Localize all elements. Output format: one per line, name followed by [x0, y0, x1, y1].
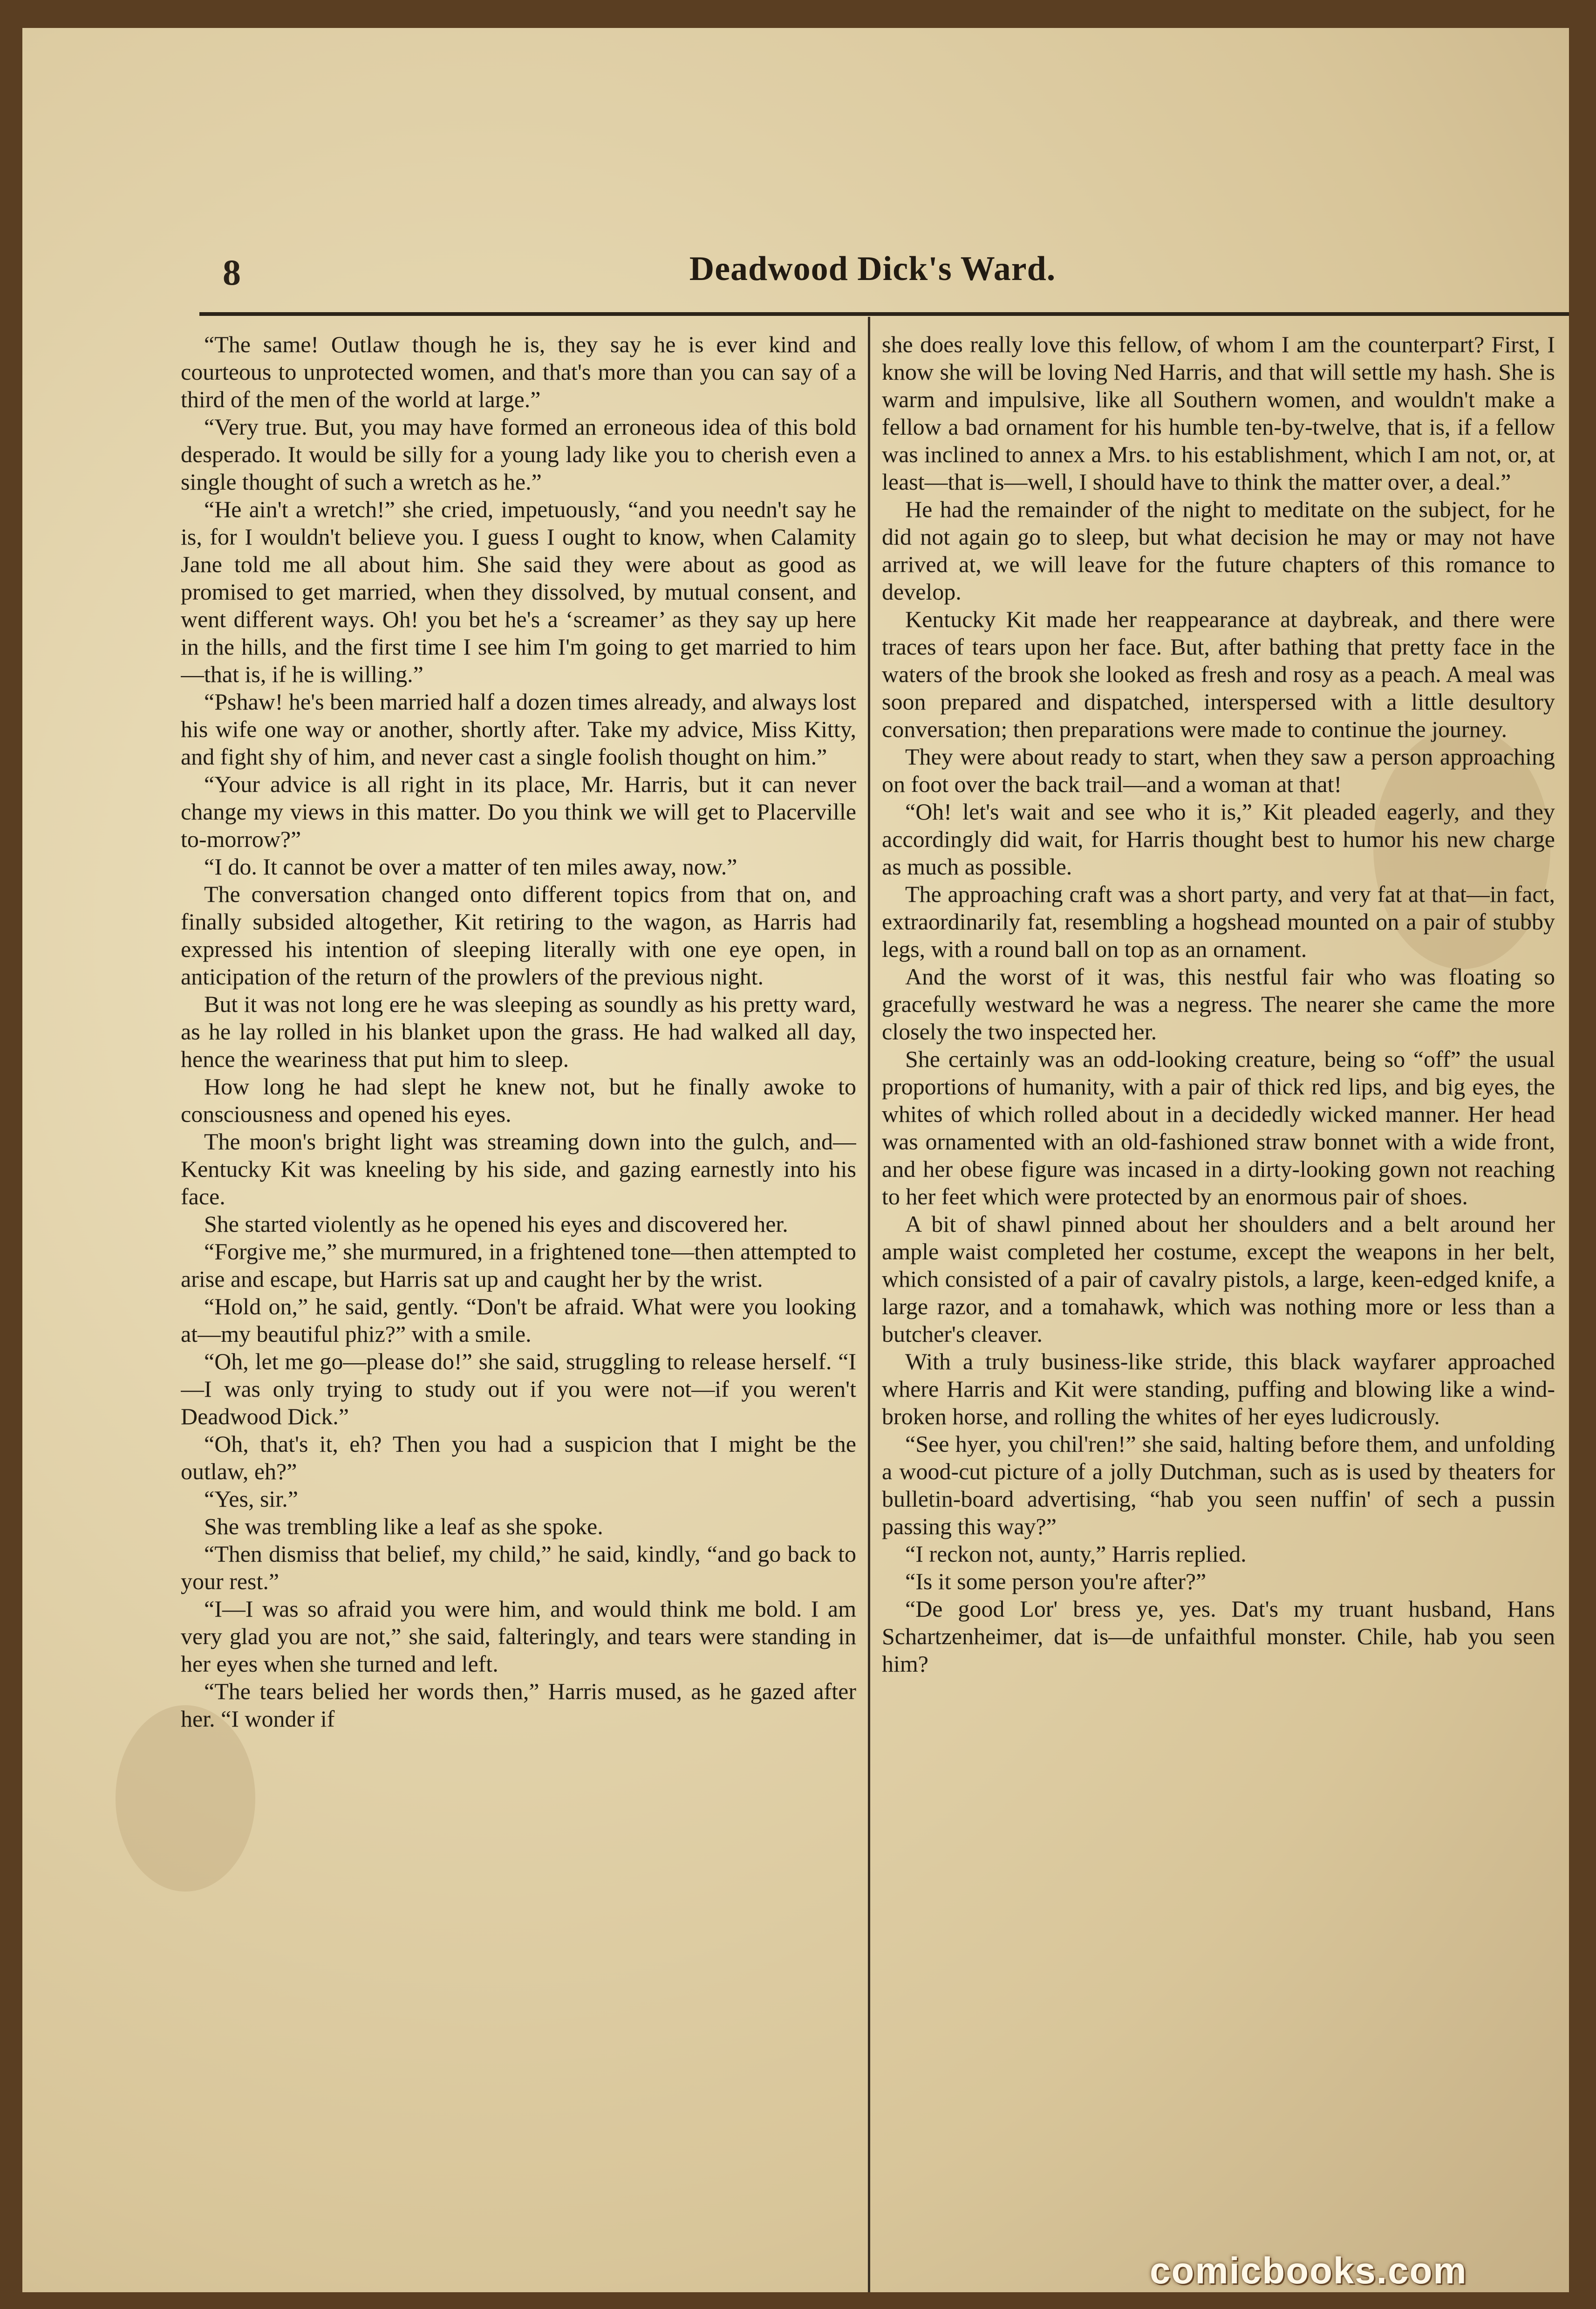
paragraph: “Your advice is all right in its place, Mr. Harris, but it can never change my views in this matter. Do you think we will get to Placerville to-morrow?” — [181, 771, 856, 852]
paragraph: “Pshaw! he's been married half a dozen times already, and always lost his wife one way or another, shortly after. Take my advice, Miss Kitty, and fight shy of him, and never cast a single foolish thought on him.” — [181, 689, 856, 770]
paragraph: She started violently as he opened his eyes and discovered her. — [204, 1211, 788, 1237]
paragraph: “Very true. But, you may have formed an erroneous idea of this bold desperado. It would be silly for a young lady like you to cherish even a single thought of such a wretch as he.” — [181, 414, 856, 495]
paragraph: The conversation changed onto different topics from that on, and finally subsided altogether, Kit retiring to the wagon, as Harris had expressed his intention of sleeping literally with one eye open, in anticipation of the return of the prowlers of the previous night. — [181, 881, 856, 990]
paragraph: “I—I was so afraid you were him, and would think me bold. I am very glad you are not,” she said, falteringly, and tears were standing in her eyes when she turned and left. — [181, 1596, 856, 1677]
paragraph: They were about ready to start, when they saw a person approaching on foot over the back trail—and a woman at that! — [882, 744, 1555, 797]
paragraph: “Oh, that's it, eh? Then you had a suspicion that I might be the outlaw, eh?” — [181, 1431, 856, 1484]
page-number: 8 — [223, 252, 241, 293]
paragraph: “Forgive me,” she murmured, in a frightened tone—then attempted to arise and escape, but Harris sat up and caught her by the wrist. — [181, 1238, 856, 1292]
paragraph: “De good Lor' bress ye, yes. Dat's my truant husband, Hans Schartzenheimer, dat is—de unfaithful monster. Chile, hab you seen him? — [882, 1596, 1555, 1677]
paragraph: She was trembling like a leaf as she spoke. — [204, 1513, 603, 1539]
paragraph: “Oh, let me go—please do!” she said, struggling to release herself. “I—I was only trying to study out if you were not—if you weren't Deadwood Dick.” — [181, 1348, 856, 1429]
left-column — [181, 331, 856, 2288]
paragraph: He had the remainder of the night to meditate on the subject, for he did not again go to sleep, but what decision he may or may not have arrived at, we will leave for the future chapters of this romance to develop. — [882, 496, 1555, 605]
paragraph: “Is it some person you're after?” — [905, 1568, 1207, 1594]
paragraph: “Oh! let's wait and see who it is,” Kit pleaded eagerly, and they accordingly did wait, for Harris thought best to humor his new charge as much as possible. — [882, 799, 1555, 880]
column-divider — [868, 317, 870, 2292]
paragraph: The approaching craft was a short party, and very fat at that—in fact, extraordinarily fat, resembling a hogshead mounted on a pair of stubby legs, with a round ball on top as an ornament. — [882, 881, 1555, 962]
paragraph: she does really love this fellow, of whom I am the counterpart? First, I know she will be loving Ned Harris, and that will settle my hash. She is warm and impulsive, like all Southern women, and wouldn't make a fellow a bad ornament for his humble ten-by-twelve, that is, if a fellow was inclined to annex a Mrs. to his establishment, which I am not, or, at least—that is—well, I should have to think the matter over, a deal.” — [882, 331, 1555, 495]
right-column — [882, 331, 1555, 2288]
paragraph: With a truly business-like stride, this black wayfarer approached where Harris and Kit were standing, puffing and blowing like a wind-broken horse, and rolling the whites of her eyes ludicrously. — [882, 1348, 1555, 1429]
running-title: Deadwood Dick's Ward. — [689, 250, 1056, 288]
paragraph: And the worst of it was, this nestful fair who was floating so gracefully westward he was a negress. The nearer she came the more closely the two inspected her. — [882, 963, 1555, 1045]
paragraph: How long he had slept he knew not, but he finally awoke to consciousness and opened his eyes. — [181, 1073, 856, 1127]
paragraph: “He ain't a wretch!” she cried, impetuously, “and you needn't say he is, for I wouldn't believe you. I guess I ought to know, when Calamity Jane told me all about him. She said they were about as good as promised to get married, when they dissolved, by mutual consent, and went different ways. Oh! you bet he's a ‘screamer’ as they say up here in the hills, and the first time I see him I'm going to get married to him—that is, if he is willing.” — [181, 496, 856, 687]
newspaper-page — [22, 28, 1569, 2292]
paragraph: “Yes, sir.” — [204, 1486, 298, 1512]
paragraph: “I reckon not, aunty,” Harris replied. — [905, 1541, 1247, 1567]
paragraph: The moon's bright light was streaming down into the gulch, and—Kentucky Kit was kneeling by his side, and gazing earnestly into his face. — [181, 1128, 856, 1209]
watermark-logo: comicbooks.com — [1150, 2250, 1467, 2291]
paragraph: But it was not long ere he was sleeping as soundly as his pretty ward, as he lay rolled in his blanket upon the grass. He had walked all day, hence the weariness that put him to sleep. — [181, 991, 856, 1072]
paragraph: “I do. It cannot be over a matter of ten miles away, now.” — [204, 854, 737, 880]
paragraph: “The same! Outlaw though he is, they say he is ever kind and courteous to unprotected women, and that's more than you can say of a third of the men of the world at large.” — [181, 331, 856, 412]
paragraph: “The tears belied her words then,” Harris mused, as he gazed after her. “I wonder if — [181, 1678, 856, 1732]
paragraph: “Then dismiss that belief, my child,” he said, kindly, “and go back to your rest.” — [181, 1541, 856, 1594]
header-rule — [199, 312, 1569, 316]
paragraph: A bit of shawl pinned about her shoulders and a belt around her ample waist completed her costume, except the weapons in her belt, which consisted of a pair of cavalry pistols, a large, keen-edged knife, a large razor, and a tomahawk, which was nothing more or less than a butcher's cleaver. — [882, 1211, 1555, 1347]
page-header — [176, 224, 1569, 312]
paragraph: “Hold on,” he said, gently. “Don't be afraid. What were you looking at—my beautiful phiz?” with a smile. — [181, 1293, 856, 1347]
paragraph: She certainly was an odd-looking creature, being so “off” the usual proportions of humanity, with a pair of thick red lips, and big eyes, the whites of which rolled about in a decidedly wicked manner. Her head was ornamented with an old-fashioned straw bonnet with a wide front, and her obese figure was incased in a dirty-looking gown not reaching to her feet which were protected by an enormous pair of shoes. — [882, 1046, 1555, 1209]
paragraph: “See hyer, you chil'ren!” she said, halting before them, and unfolding a wood-cut picture of a jolly Dutchman, such as is used by theaters for bulletin-board advertising, “hab you seen nuffin' of sech a pussin passing this way?” — [882, 1431, 1555, 1539]
paragraph: Kentucky Kit made her reappearance at daybreak, and there were traces of tears upon her face. But, after bathing that pretty face in the waters of the brook she looked as fresh and rosy as a peach. A meal was soon prepared and dispatched, interspersed with a little desultory conversation; then preparations were made to continue the journey. — [882, 606, 1555, 742]
